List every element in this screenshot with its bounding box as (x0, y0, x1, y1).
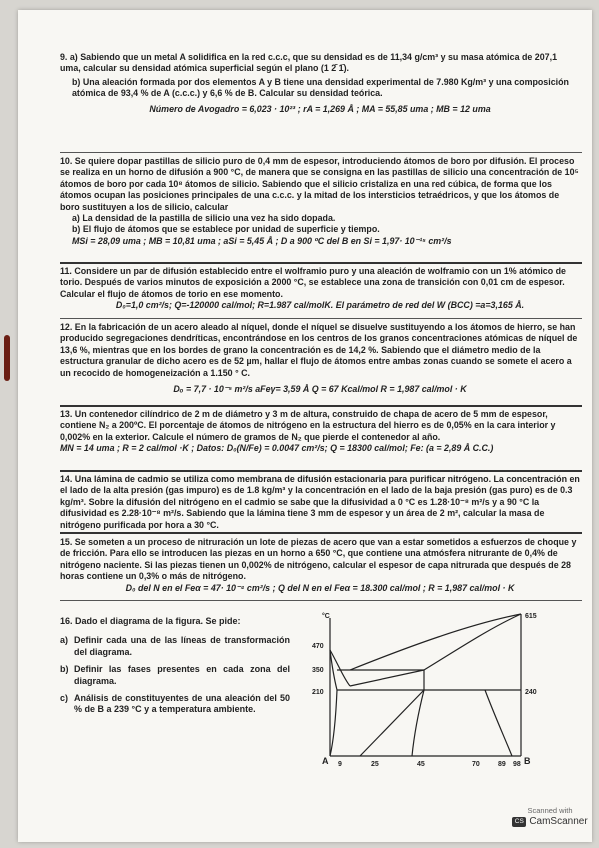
item-text: Definir las fases presentes en cada zona del diagrama. (74, 664, 290, 686)
camscanner-logo-icon: CS (512, 817, 526, 827)
question-16-title: 16. Dado el diagrama de la figura. Se pide: (60, 616, 241, 626)
question-9b-text: b) Una aleación formada por dos elementos A y B tiene una densidad experimental de 7.980 Kg/m³ y una composición atómica de 93,4 % de A (c.c.c.) y 6,6 % de B. Calcular su densidad teórica. (72, 76, 569, 99)
question-11-data: D₀=1,0 cm²/s; Q=-120000 cal/mol; R=1.987 cal/molK. El parámetro de red del W (BCC) =a=3,165 Å. (115, 300, 525, 311)
question-14-text: 14. Una lámina de cadmio se utiliza como membrana de difusión estacionaria para purificar nitrógeno. La concentración en el lado de la alta presión (gas impuro) es de 1.8 kg/m³ y la concentración en el lado de la baja presión (gas puro) es de 0.3 kg/m³. Sobre la difusión del nitrógeno en el cadmio se sabe que la difusividad a 0 °C es 1.28·10⁻⁸ m²/s y a 90 °C la difusividad es 2.28·10⁻⁸ m²/s. Sabiendo que la lámina tiene 3 mm de espesor y un área de 2 m², calcular la masa de nitrógeno purificada por hora a 30 °C. (60, 474, 580, 530)
question-15-data: D₀ del N en el Feα = 47· 10⁻⁴ cm²/s ; Q del N en el Feα = 18.300 cal/mol ; R = 1,987 cal/mol · K (125, 582, 515, 593)
tick-label: 98 (513, 761, 521, 768)
tick-label: 25 (371, 761, 379, 768)
axis-label-a: A (322, 756, 329, 766)
question-10b-text: b) El flujo de átomos que se establece por unidad de superficie y tiempo. (72, 224, 380, 235)
y-unit-label: °C (322, 613, 330, 620)
phase-diagram (300, 604, 550, 776)
question-16-item-c (60, 693, 290, 716)
item-label: a) (60, 635, 69, 646)
question-16-item-a (60, 635, 290, 658)
question-13-text: 13. Un contenedor cilíndrico de 2 m de diámetro y 3 m de altura, construido de chapa de acero de 5 mm de espesor, contiene N₂ a 200ºC. El porcentaje de átomos de nitrógeno en la estructura del hierro es de 0,05% en la cara interior y 0,002% en la exterior. Calcule el número de gramos de N₂ que pierde el contenedor al año. (60, 409, 556, 442)
question-10a-text: a) La densidad de la pastilla de silicio una vez ha sido dopada. (72, 213, 336, 224)
tick-label: 70 (472, 761, 480, 768)
divider (60, 470, 582, 472)
question-9a-text: 9. a) Sabiendo que un metal A solidifica en la red c.c.c, que su densidad es de 11,34 g/cm³ y su masa atómica de 207,1 uma, calcular su densidad atómica superficial según el plano (1 2̄ 1̄). (60, 52, 558, 74)
item-text: Análisis de constituyentes de una aleación del 50 % de B a 239 °C y a temperatura ambiente. (74, 693, 290, 715)
question-10-data: MSi = 28,09 uma ; MB = 10,81 uma ; aSi = 5,45 Å ; D a 900 ºC del B en Si = 1,97· 10⁻¹⁵ cm²/s (72, 235, 452, 246)
scanner-watermark (510, 806, 590, 827)
tick-label: 470 (312, 643, 324, 650)
divider (60, 532, 582, 534)
question-15-text: 15. Se someten a un proceso de nitruración un lote de piezas de acero que van a estar sometidos a esfuerzos de choque y de fricción. Para ello se introducen las piezas en un horno a 650 °C, que contiene una atmósfera nitrurante de 0,4% de nitrógeno naciente. Si las piezas tienen un 0,002% de nitrógeno, calcular el espesor de capa nitrurada que después de 28 horas contiene un 0,3% o más de nitrógeno. (60, 537, 577, 582)
tick-label: 615 (525, 613, 537, 620)
liquidus-right (350, 614, 521, 670)
item-text: Definir cada una de las líneas de transformación del diagrama. (74, 635, 290, 657)
question-10 (60, 156, 580, 247)
question-10-text: 10. Se quiere dopar pastillas de silicio puro de 0,4 mm de espesor, introduciendo átomos de boro por difusión. El proceso se realiza en un horno de difusión a 900 °C, de manera que se consigna en las pastillas de silicio una concentración de 10⁵ átomos de boro por cada 10⁸ átomos de silicio. Sabiendo que el silicio cristaliza en una red cúbica, de forma que los átomos ocupan las posiciones principales de una c.c.c. y la mitad de los intersticios tetraédricos, y que los átomos de boro sustituyen a los de silicio, calcular (60, 156, 579, 212)
question-13-data: MN = 14 uma ; R = 2 cal/mol ·K ; Datos: D₀(N/Fe) = 0.0047 cm²/s; Q = 18300 cal/mol; Fe: (a = 2,89 Å C.C.) (60, 443, 494, 454)
item-label: b) (60, 664, 69, 675)
tick-label: 350 (312, 667, 324, 674)
question-12-text: 12. En la fabricación de un acero aleado al níquel, donde el níquel se disuelve sustituyendo a los átomos de hierro, se han producido segregaciones dendríticas, encontrándose en los centros de los granos concentraciones atómicas de níquel de 13,6 %, mientras que en los bordes de grano la concentración es de 14,2 %. Sabiendo que el diámetro medio de la estructura granular de dicho acero es de 52 µm, hallar el flujo de átomos entre ambas zonas cuando se somete el acero a un recocido de homogeneización a 1.150 ° C. (60, 322, 578, 378)
question-9 (60, 52, 580, 115)
tick-label: 240 (525, 689, 537, 696)
tick-label: 89 (498, 761, 506, 768)
question-9-data: Número de Avogadro = 6,023 · 10²³ ; rA = 1,269 Å ; MA = 55,85 uma ; MB = 12 uma (149, 103, 491, 114)
solvus-right (485, 690, 512, 756)
question-12 (60, 322, 580, 395)
question-14 (60, 474, 580, 531)
question-11-text: 11. Considere un par de difusión establecido entre el wolframio puro y una aleación de wolframio con un 1% atómico de torio. Después de varios minutos de exposición a 2000 °C, se establece una zona de transición con 0,01 cm de espesor. Calcular el flujo de átomos de torio en ese momento. (60, 266, 566, 299)
item-label: c) (60, 693, 69, 704)
question-16 (60, 616, 290, 716)
tick-label: 210 (312, 689, 324, 696)
divider (60, 318, 582, 319)
tick-label: 9 (338, 761, 342, 768)
binder-clip (4, 335, 10, 381)
question-13 (60, 409, 580, 455)
question-12-data: Dₒ = 7,7 · 10⁻⁵ m²/s aFeγ= 3,59 Å Q = 67 Kcal/mol R = 1,987 cal/mol · K (173, 384, 467, 395)
question-16-item-b (60, 664, 290, 687)
scanner-brand (510, 817, 590, 827)
boundary-diagonal (360, 690, 424, 756)
question-11 (60, 266, 580, 312)
question-15 (60, 537, 580, 594)
solidus-right (424, 614, 521, 670)
tie-line (350, 670, 424, 686)
scanned-with-text: Scanned with (527, 806, 573, 815)
divider (60, 152, 582, 153)
axis-label-b: B (524, 756, 531, 766)
brand-name: CamScanner (529, 816, 588, 827)
tick-label: 45 (417, 761, 425, 768)
divider (60, 262, 582, 264)
solvus-left (330, 690, 337, 756)
divider (60, 405, 582, 407)
divider (60, 600, 582, 601)
